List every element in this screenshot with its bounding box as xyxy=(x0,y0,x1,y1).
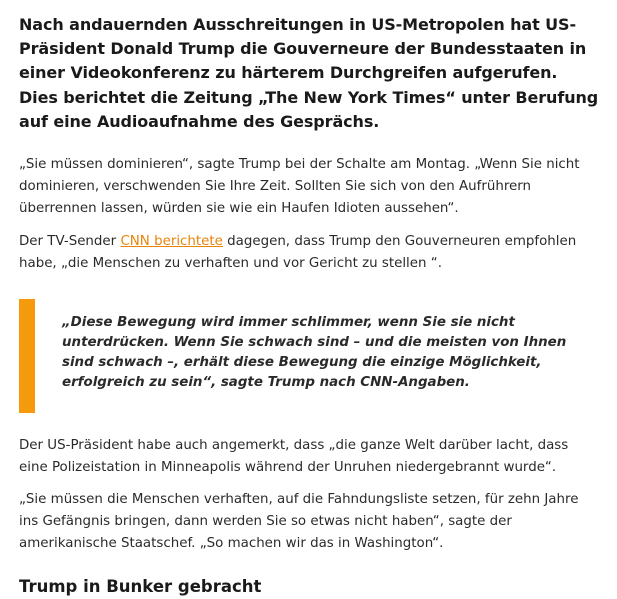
paragraph-dominate-quote: „Sie müssen dominieren“, sagte Trump bei der Schalte am Montag. „Wenn Sie nicht dominieren, verschwenden Sie Ihre Zeit. Sollten Sie sich von den Aufrührern überrennen lassen, würden sie wie ein Haufen Idioten aussehen“. xyxy=(19,157,580,217)
blockquote xyxy=(19,299,599,413)
paragraph-cnn-report-start: Der TV-Sender xyxy=(19,234,121,250)
article-lead: Nach andauernden Ausschreitungen in US-Metropolen hat US-Präsident Donald Trump die Gouverneure der Bundesstaaten in einer Videokonferenz zu härterem Durchgreifen aufgerufen. Dies berichtet die Zeitung „The New York Times“ unter Berufung auf eine Audioaufnahme des Gesprächs. xyxy=(19,15,599,131)
blockquote-text: „Diese Bewegung wird immer schlimmer, wenn Sie sie nicht unterdrücken. Wenn Sie schwach sind – und die meisten von Ihnen sind schwach –, erhält diese Bewegung die einzige Möglichkeit, erfolgreich zu sein“, sagte Trump nach CNN-Angaben. xyxy=(62,315,567,391)
cnn-report-link[interactable]: CNN berichtete xyxy=(120,234,223,250)
paragraph-cnn-report-end: dagegen, dass Trump den Gouverneuren empfohlen habe, „die Menschen zu verhaften und vor Gericht zu stellen “. xyxy=(19,234,577,272)
paragraph-minneapolis: Der US-Präsident habe auch angemerkt, dass „die ganze Welt darüber lacht, dass eine Polizeistation in Minneapolis während der Unruhen niedergebrannt wurde“. xyxy=(19,438,569,476)
blockquote-accent-bar xyxy=(19,299,35,413)
paragraph-arrest-quote: „Sie müssen die Menschen verhaften, auf die Fahndungsliste setzen, für zehn Jahre ins Gefängnis bringen, dann werden Sie so etwas nicht haben“, sagte der amerikanische Staatschef. „So machen wir das in Washington“. xyxy=(19,492,579,552)
paragraph-cnn-report xyxy=(19,231,599,275)
section-subheading: Trump in Bunker gebracht xyxy=(19,577,262,597)
